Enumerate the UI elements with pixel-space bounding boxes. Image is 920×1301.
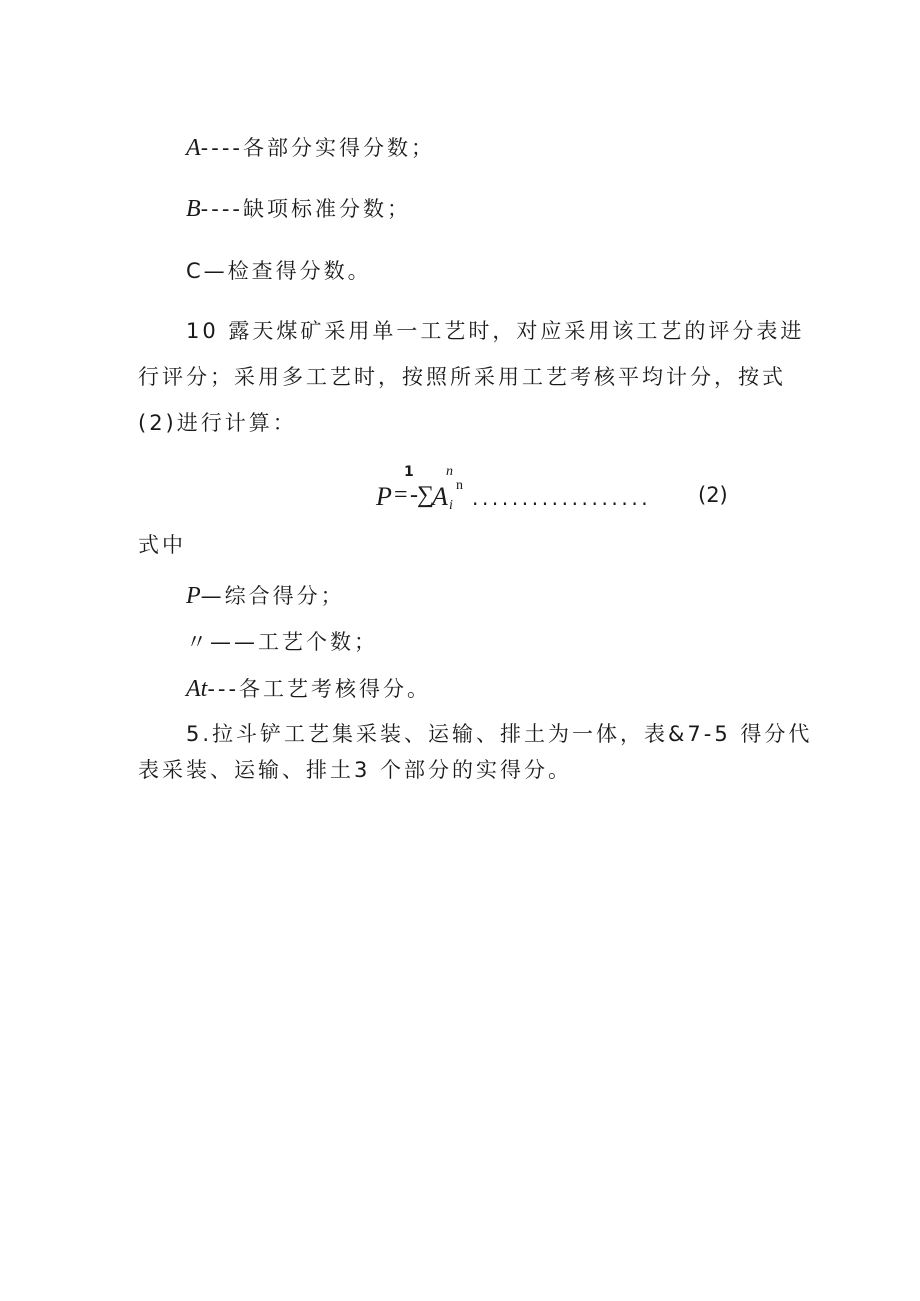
variable-b: B xyxy=(186,196,201,222)
definition-at xyxy=(186,675,431,703)
formula-sum-symbol: ∑ xyxy=(417,482,435,508)
paragraph-10-line-3: (2)进行计算： xyxy=(138,411,297,435)
formula-leader-dots: .................. xyxy=(472,486,652,510)
formula-numerator: 1 xyxy=(404,464,414,480)
formula-2 xyxy=(376,464,736,518)
paragraph-10-line-2: 行评分；采用多工艺时，按照所采用工艺考核平均计分，按式 xyxy=(138,365,786,389)
formula-lhs: P xyxy=(376,482,392,511)
variable-p: P xyxy=(186,583,201,609)
definition-p-text: —综合得分； xyxy=(200,584,345,608)
variable-at: At xyxy=(186,676,208,702)
formula-term: A xyxy=(432,482,448,511)
formula-subscript: i xyxy=(449,498,453,513)
paragraph-10-line-1: 10 露天煤矿采用单一工艺时，对应采用该工艺的评分表进 xyxy=(186,319,805,343)
definition-a xyxy=(186,134,435,162)
definition-at-text: ---各工艺考核得分。 xyxy=(207,677,432,701)
variable-a: A xyxy=(186,135,201,161)
formula-minus: - xyxy=(410,482,418,508)
definition-p xyxy=(186,582,345,610)
definition-b-text: ----缺项标准分数； xyxy=(200,197,411,221)
definition-a-text: ----各部分实得分数； xyxy=(200,136,435,160)
definition-c: C—检查得分数。 xyxy=(186,259,372,283)
formula-equals: = xyxy=(394,482,408,508)
paragraph-5-line-2: 表采装、运输、排土3 个部分的实得分。 xyxy=(138,758,573,782)
definition-b xyxy=(186,195,411,223)
formula-exponent: n xyxy=(456,478,463,493)
paragraph-5-line-1: 5.拉斗铲工艺集采装、运输、排土为一体，表&7-5 得分代 xyxy=(186,722,813,746)
formula-number: (2) xyxy=(698,483,728,507)
where-label: 式中 xyxy=(138,533,186,557)
formula-sum-upper: n xyxy=(446,464,453,479)
definition-n: 〃——工艺个数； xyxy=(186,630,378,654)
